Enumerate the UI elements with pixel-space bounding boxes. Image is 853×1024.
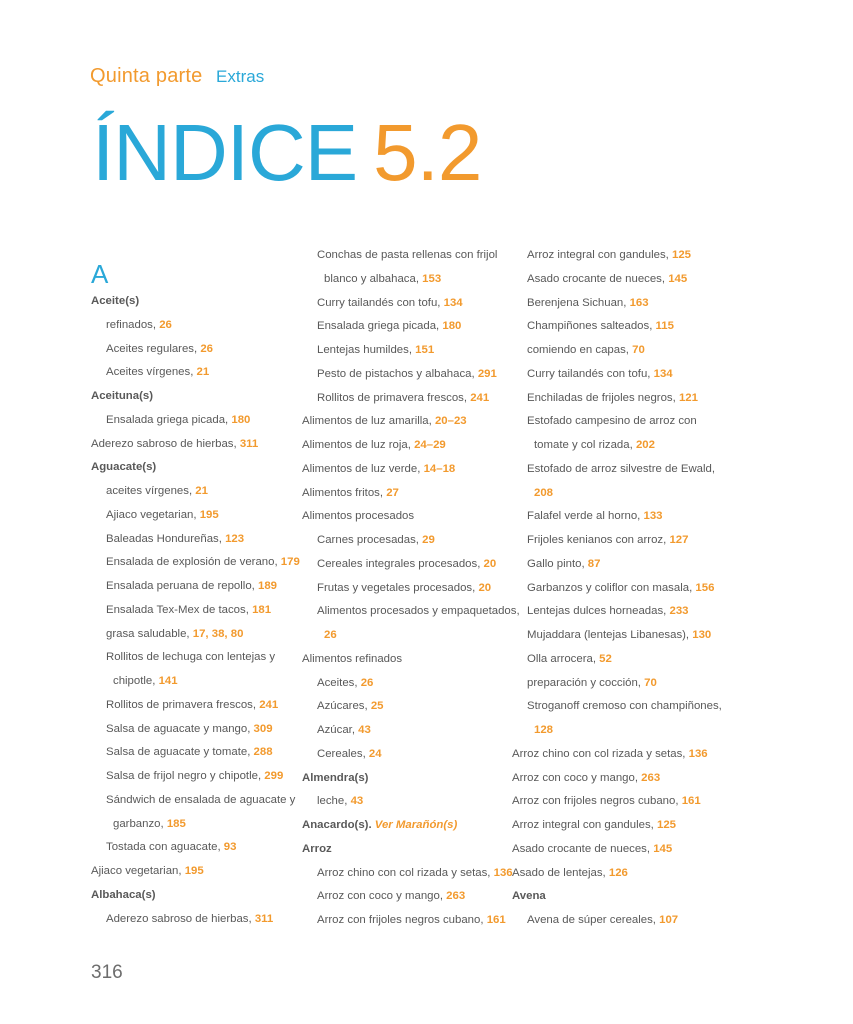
entry-text: Frijoles kenianos con arroz,	[527, 534, 670, 546]
index-entry	[512, 387, 712, 411]
entry-text: Salsa de frijol negro y chipotle,	[106, 770, 265, 782]
entry-page-numbers: 123	[225, 532, 245, 545]
index-entry	[91, 670, 291, 694]
index-entry	[91, 765, 291, 789]
entry-text: Curry tailandés con tofu,	[527, 367, 654, 380]
index-entry	[302, 482, 507, 506]
entry-page-numbers: 241	[259, 698, 279, 711]
entry-page-numbers: 309	[253, 722, 273, 735]
index-entry	[512, 315, 712, 339]
entry-text: Rollitos de lechuga con lentejas y	[106, 651, 276, 664]
entry-page-numbers: 70	[644, 676, 657, 689]
entry-text: Berenjena Sichuan,	[527, 296, 630, 309]
entry-text: Alimentos de luz amarilla,	[302, 415, 435, 428]
entry-page-numbers: 134	[653, 367, 673, 380]
index-entry	[91, 908, 291, 932]
index-entry	[302, 862, 513, 886]
index-section-letter: A	[91, 259, 109, 289]
index-entry	[302, 268, 507, 292]
entry-text: Champiñones salteados,	[527, 320, 656, 333]
entry-text: Frutas y vegetales procesados,	[317, 581, 479, 594]
index-entry	[302, 434, 507, 458]
entry-text: Carnes procesadas,	[317, 534, 423, 546]
entry-text: Ajiaco vegetarian,	[91, 865, 185, 877]
entry-text: Ensalada griega picada,	[106, 413, 232, 426]
entry-text: chipotle,	[113, 675, 159, 687]
entry-page-numbers: 121	[678, 391, 698, 404]
entry-text: Alimentos refinados	[302, 652, 403, 665]
index-entry	[302, 885, 507, 909]
entry-page-numbers: 130	[692, 629, 712, 641]
entry-page-numbers: 151	[415, 344, 435, 356]
index-heading	[302, 814, 507, 838]
entry-page-numbers: 311	[239, 437, 259, 450]
entry-text: Stroganoff cremoso con champiñones,	[527, 700, 722, 713]
entry-page-numbers: 181	[252, 603, 272, 616]
entry-page-numbers: 233	[669, 605, 689, 618]
entry-page-numbers: 24	[368, 747, 382, 760]
index-entry	[512, 767, 712, 791]
entry-text: Ensalada griega picada,	[317, 320, 443, 333]
entry-text: Albahaca(s)	[91, 888, 156, 901]
entry-text: Tostada con aguacate,	[106, 841, 224, 854]
entry-page-numbers: 161	[681, 795, 701, 808]
entry-page-numbers: 17, 38, 80	[192, 627, 244, 640]
index-entry	[302, 339, 507, 363]
index-entry	[91, 694, 291, 718]
entry-text: Almendra(s)	[302, 771, 369, 784]
page-title-number: 5.2	[373, 108, 482, 197]
entry-page-numbers: 299	[264, 770, 284, 782]
entry-text: Alimentos de luz roja,	[302, 439, 415, 451]
entry-text: Enchiladas de frijoles negros,	[527, 391, 679, 404]
entry-text: preparación y cocción,	[527, 676, 645, 689]
entry-page-numbers: 14–18	[423, 462, 456, 475]
index-entry	[302, 458, 507, 482]
index-entry	[302, 624, 507, 648]
entry-text: aceites vírgenes,	[106, 485, 196, 497]
index-entry	[512, 553, 712, 577]
index-entry	[302, 529, 507, 553]
entry-text: Aceites regulares,	[106, 342, 201, 355]
index-entry	[91, 361, 291, 385]
entry-page-numbers: 291	[477, 367, 497, 380]
entry-page-numbers: 145	[668, 272, 688, 285]
entry-page-numbers: 161	[486, 914, 506, 926]
entry-text: Falafel verde al horno,	[527, 510, 644, 523]
index-entry	[512, 410, 712, 434]
entry-page-numbers: 70	[632, 344, 645, 356]
entry-text: Alimentos procesados	[302, 510, 415, 523]
index-entry	[91, 575, 291, 599]
index-entry	[91, 718, 291, 742]
index-entry	[512, 529, 712, 553]
index-entry	[512, 292, 712, 316]
entry-text: Alimentos fritos,	[302, 486, 387, 499]
entry-text: Aguacate(s)	[91, 461, 157, 474]
index-heading	[91, 456, 291, 480]
index-heading	[91, 884, 291, 908]
index-entry	[91, 314, 291, 338]
entry-text: blanco y albahaca,	[324, 272, 423, 285]
entry-text: Gallo pinto,	[527, 557, 588, 570]
entry-text: Azúcar,	[317, 724, 359, 736]
entry-text: Aceites,	[317, 676, 361, 689]
entry-text: Mujaddara (lentejas Libanesas),	[527, 629, 693, 641]
entry-page-numbers: 25	[370, 700, 384, 713]
index-entry	[512, 577, 715, 601]
entry-page-numbers: 195	[184, 865, 204, 877]
index-entry	[302, 695, 507, 719]
entry-page-numbers: 125	[672, 249, 692, 261]
index-entry	[512, 814, 712, 838]
index-entry	[302, 743, 507, 767]
entry-text: Rollitos de primavera frescos,	[317, 391, 471, 404]
entry-page-numbers: 208	[534, 486, 554, 499]
entry-page-numbers: 26	[159, 318, 172, 331]
entry-page-numbers: 26	[324, 629, 337, 641]
index-entry	[91, 789, 296, 813]
entry-text: Curry tailandés con tofu,	[317, 296, 444, 309]
entry-text: Arroz chino con col rizada y setas,	[317, 866, 494, 879]
entry-page-numbers: 241	[470, 391, 490, 404]
entry-page-numbers: 145	[653, 842, 673, 855]
entry-text: Aceite(s)	[91, 295, 140, 307]
entry-page-numbers: 163	[629, 296, 649, 309]
index-entry	[91, 813, 291, 837]
entry-text: Anacardo(s).	[302, 819, 375, 831]
index-column-3	[512, 244, 722, 933]
entry-text: Olla arrocera,	[527, 652, 600, 665]
entry-text: Cereales,	[317, 747, 369, 760]
entry-page-numbers: 202	[635, 439, 655, 451]
index-entry	[512, 790, 712, 814]
entry-page-numbers: 21	[196, 366, 210, 379]
index-entry	[91, 480, 291, 504]
entry-page-numbers: 115	[655, 320, 674, 333]
entry-text: Cereales integrales procesados,	[317, 557, 484, 570]
index-entry	[512, 434, 712, 458]
index-entry	[91, 551, 300, 575]
index-entry	[91, 504, 291, 528]
entry-page-numbers: 133	[643, 510, 663, 523]
index-entry	[91, 860, 291, 884]
index-entry	[302, 292, 507, 316]
cross-reference-label: Ver	[374, 819, 396, 831]
entry-page-numbers: 24–29	[414, 439, 446, 451]
index-column-1	[91, 258, 300, 931]
entry-text: Aderezo sabroso de hierbas,	[91, 437, 240, 450]
entry-text: Pesto de pistachos y albahaca,	[317, 367, 478, 380]
entry-page-numbers: 153	[422, 272, 442, 285]
index-entry	[512, 909, 712, 933]
entry-page-numbers: 263	[446, 890, 466, 903]
entry-page-numbers: 134	[443, 296, 463, 309]
index-entry	[91, 646, 291, 670]
index-entry	[512, 695, 722, 719]
index-entry	[302, 909, 507, 933]
index-entry	[512, 244, 712, 268]
index-column-2	[302, 244, 520, 933]
entry-text: Alimentos de luz verde,	[302, 462, 424, 475]
entry-page-numbers: 126	[608, 866, 628, 879]
entry-text: Aderezo sabroso de hierbas,	[106, 912, 255, 925]
page-number: 316	[91, 962, 123, 983]
index-entry	[91, 433, 291, 457]
entry-text: Ajiaco vegetarian,	[106, 508, 200, 521]
entry-page-numbers: 185	[166, 817, 186, 830]
index-entry	[302, 363, 507, 387]
index-entry	[302, 648, 507, 672]
index-entry	[512, 505, 712, 529]
part-label: Quinta parte	[90, 65, 203, 87]
entry-page-numbers: 21	[195, 485, 208, 497]
entry-page-numbers: 52	[599, 652, 612, 665]
index-entry	[512, 862, 712, 886]
index-entry	[302, 719, 507, 743]
entry-text: Avena	[512, 890, 546, 903]
entry-text: Baleadas Hondureñas,	[106, 532, 226, 545]
entry-text: Arroz con coco y mango,	[317, 890, 447, 903]
entry-page-numbers: 180	[442, 320, 462, 333]
entry-text: Asado crocante de nueces,	[512, 842, 654, 855]
entry-page-numbers: 26	[360, 676, 374, 689]
index-entry	[91, 409, 291, 433]
index-entry	[91, 623, 291, 647]
entry-text: refinados,	[106, 318, 160, 331]
index-entry	[512, 743, 712, 767]
entry-page-numbers: 311	[254, 912, 274, 925]
entry-text: Aceituna(s)	[91, 390, 154, 402]
entry-page-numbers: 136	[493, 866, 513, 879]
index-entry	[512, 838, 712, 862]
entry-page-numbers: 288	[253, 746, 273, 759]
entry-text: Aceites vírgenes,	[106, 366, 197, 379]
entry-text: Lentejas humildes,	[317, 344, 416, 356]
index-entry	[91, 338, 291, 362]
entry-page-numbers: 107	[659, 914, 679, 926]
section-label: Extras	[216, 67, 265, 86]
entry-page-numbers: 179	[280, 556, 300, 569]
entry-page-numbers: 43	[350, 795, 364, 808]
entry-text: comiendo en capas,	[527, 344, 633, 356]
index-entry	[302, 600, 520, 624]
entry-page-numbers: 156	[695, 581, 715, 594]
entry-text: Conchas de pasta rellenas con frijol	[317, 249, 498, 261]
entry-text: Arroz con frijoles negros cubano,	[317, 914, 487, 926]
entry-page-numbers: 20	[483, 557, 497, 570]
entry-page-numbers: 128	[534, 724, 554, 736]
index-entry	[512, 719, 712, 743]
index-entry	[512, 458, 716, 482]
entry-page-numbers: 29	[422, 534, 435, 546]
entry-text: Lentejas dulces horneadas,	[527, 605, 670, 618]
index-entry	[512, 268, 712, 292]
index-entry	[302, 315, 507, 339]
entry-page-numbers: 141	[158, 675, 178, 687]
entry-page-numbers: 26	[200, 342, 214, 355]
index-entry	[302, 244, 507, 268]
entry-text: Asado de lentejas,	[512, 866, 609, 879]
entry-page-numbers: 20	[478, 581, 492, 594]
index-entry	[91, 741, 291, 765]
entry-text: Arroz integral con gandules,	[527, 249, 672, 261]
entry-page-numbers: 127	[669, 534, 689, 546]
entry-page-numbers: 27	[386, 486, 399, 499]
entry-text: Ensalada peruana de repollo,	[106, 580, 258, 592]
entry-page-numbers: 189	[258, 580, 278, 592]
index-heading	[512, 885, 712, 909]
page-header	[90, 62, 264, 91]
entry-text: Salsa de aguacate y mango,	[106, 722, 254, 735]
index-heading	[91, 290, 291, 314]
entry-text: Rollitos de primavera frescos,	[106, 698, 260, 711]
entry-text: Arroz con coco y mango,	[512, 771, 642, 784]
entry-page-numbers: 20–23	[434, 415, 467, 428]
entry-text: Alimentos procesados y empaquetados,	[317, 605, 520, 618]
index-entry	[302, 410, 507, 434]
index-entry	[512, 672, 712, 696]
entry-text: Sándwich de ensalada de aguacate y	[106, 793, 296, 806]
entry-text: Azúcares,	[317, 700, 371, 713]
index-entry	[302, 553, 507, 577]
index-entry	[512, 624, 712, 648]
entry-text: Estofado campesino de arroz con	[527, 415, 697, 428]
cross-reference-target: Marañón(s)	[395, 819, 458, 831]
index-entry	[91, 528, 291, 552]
entry-text: Arroz chino con col rizada y setas,	[512, 747, 689, 760]
entry-page-numbers: 263	[641, 771, 661, 784]
entry-text: Ensalada Tex-Mex de tacos,	[106, 603, 253, 616]
index-heading	[302, 838, 507, 862]
index-entry	[512, 600, 712, 624]
entry-page-numbers: 125	[657, 819, 677, 831]
index-entry	[302, 672, 507, 696]
index-entry	[91, 836, 291, 860]
entry-text: Arroz integral con gandules,	[512, 819, 657, 831]
cross-reference	[375, 819, 458, 831]
entry-page-numbers: 180	[231, 413, 251, 426]
entry-page-numbers: 43	[358, 724, 371, 736]
entry-text: Asado crocante de nueces,	[527, 272, 669, 285]
entry-text: tomate y col rizada,	[534, 439, 636, 451]
index-entry	[512, 648, 712, 672]
entry-text: Arroz con frijoles negros cubano,	[512, 795, 682, 808]
index-heading	[91, 385, 291, 409]
index-entry	[91, 599, 291, 623]
index-entry	[302, 790, 507, 814]
index-entry	[512, 482, 712, 506]
index-entry	[302, 387, 507, 411]
entry-page-numbers: 93	[223, 841, 237, 854]
index-heading	[302, 767, 507, 791]
entry-text: grasa saludable,	[106, 627, 193, 640]
entry-page-numbers: 136	[688, 747, 708, 760]
entry-text: Estofado de arroz silvestre de Ewald,	[527, 462, 716, 475]
index-entry	[302, 505, 507, 529]
page-title-word: ÍNDICE	[92, 108, 358, 197]
entry-text: Salsa de aguacate y tomate,	[106, 746, 254, 759]
entry-text: Arroz	[302, 842, 332, 855]
index-entry	[302, 577, 507, 601]
entry-page-numbers: 87	[587, 557, 601, 570]
index-entry	[512, 363, 712, 387]
page-title	[92, 108, 481, 198]
index-entry	[512, 339, 712, 363]
entry-text: leche,	[317, 795, 351, 808]
entry-text: Ensalada de explosión de verano,	[106, 556, 281, 569]
entry-text: Garbanzos y coliflor con masala,	[527, 581, 696, 594]
entry-text: Avena de súper cereales,	[527, 914, 660, 926]
entry-text: garbanzo,	[113, 817, 167, 830]
entry-page-numbers: 195	[199, 508, 219, 521]
